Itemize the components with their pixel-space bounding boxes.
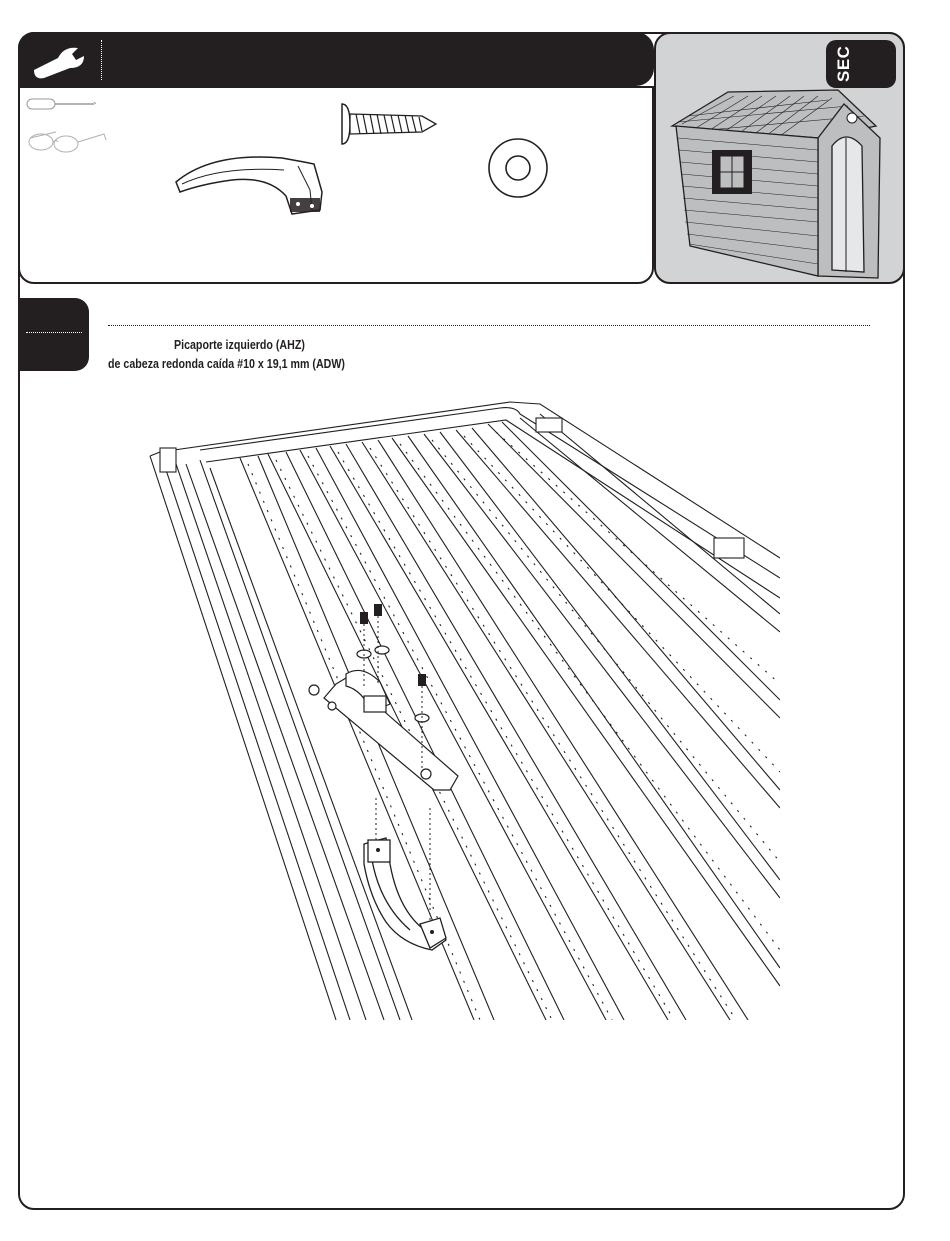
latch-part-label: Picaporte izquierdo (AHZ) — [174, 337, 305, 352]
pan-head-screw-icon — [336, 102, 440, 146]
section-label: SEC — [834, 45, 853, 83]
safety-glasses-icon — [26, 128, 108, 156]
screwdriver-icon — [26, 96, 98, 112]
header-divider — [101, 40, 102, 80]
washer-icon — [486, 136, 550, 200]
screw-part-label: de cabeza redonda caída #10 x 19,1 mm (ADW) — [108, 356, 345, 371]
shed-illustration — [668, 86, 894, 278]
step-rule — [108, 325, 870, 326]
header-bar — [18, 32, 654, 86]
step-tab — [18, 298, 89, 371]
door-assembly-illustration — [140, 388, 790, 1024]
door-handle-icon — [172, 152, 330, 216]
wrench-icon — [28, 40, 92, 80]
step-tab-divider — [26, 332, 82, 333]
